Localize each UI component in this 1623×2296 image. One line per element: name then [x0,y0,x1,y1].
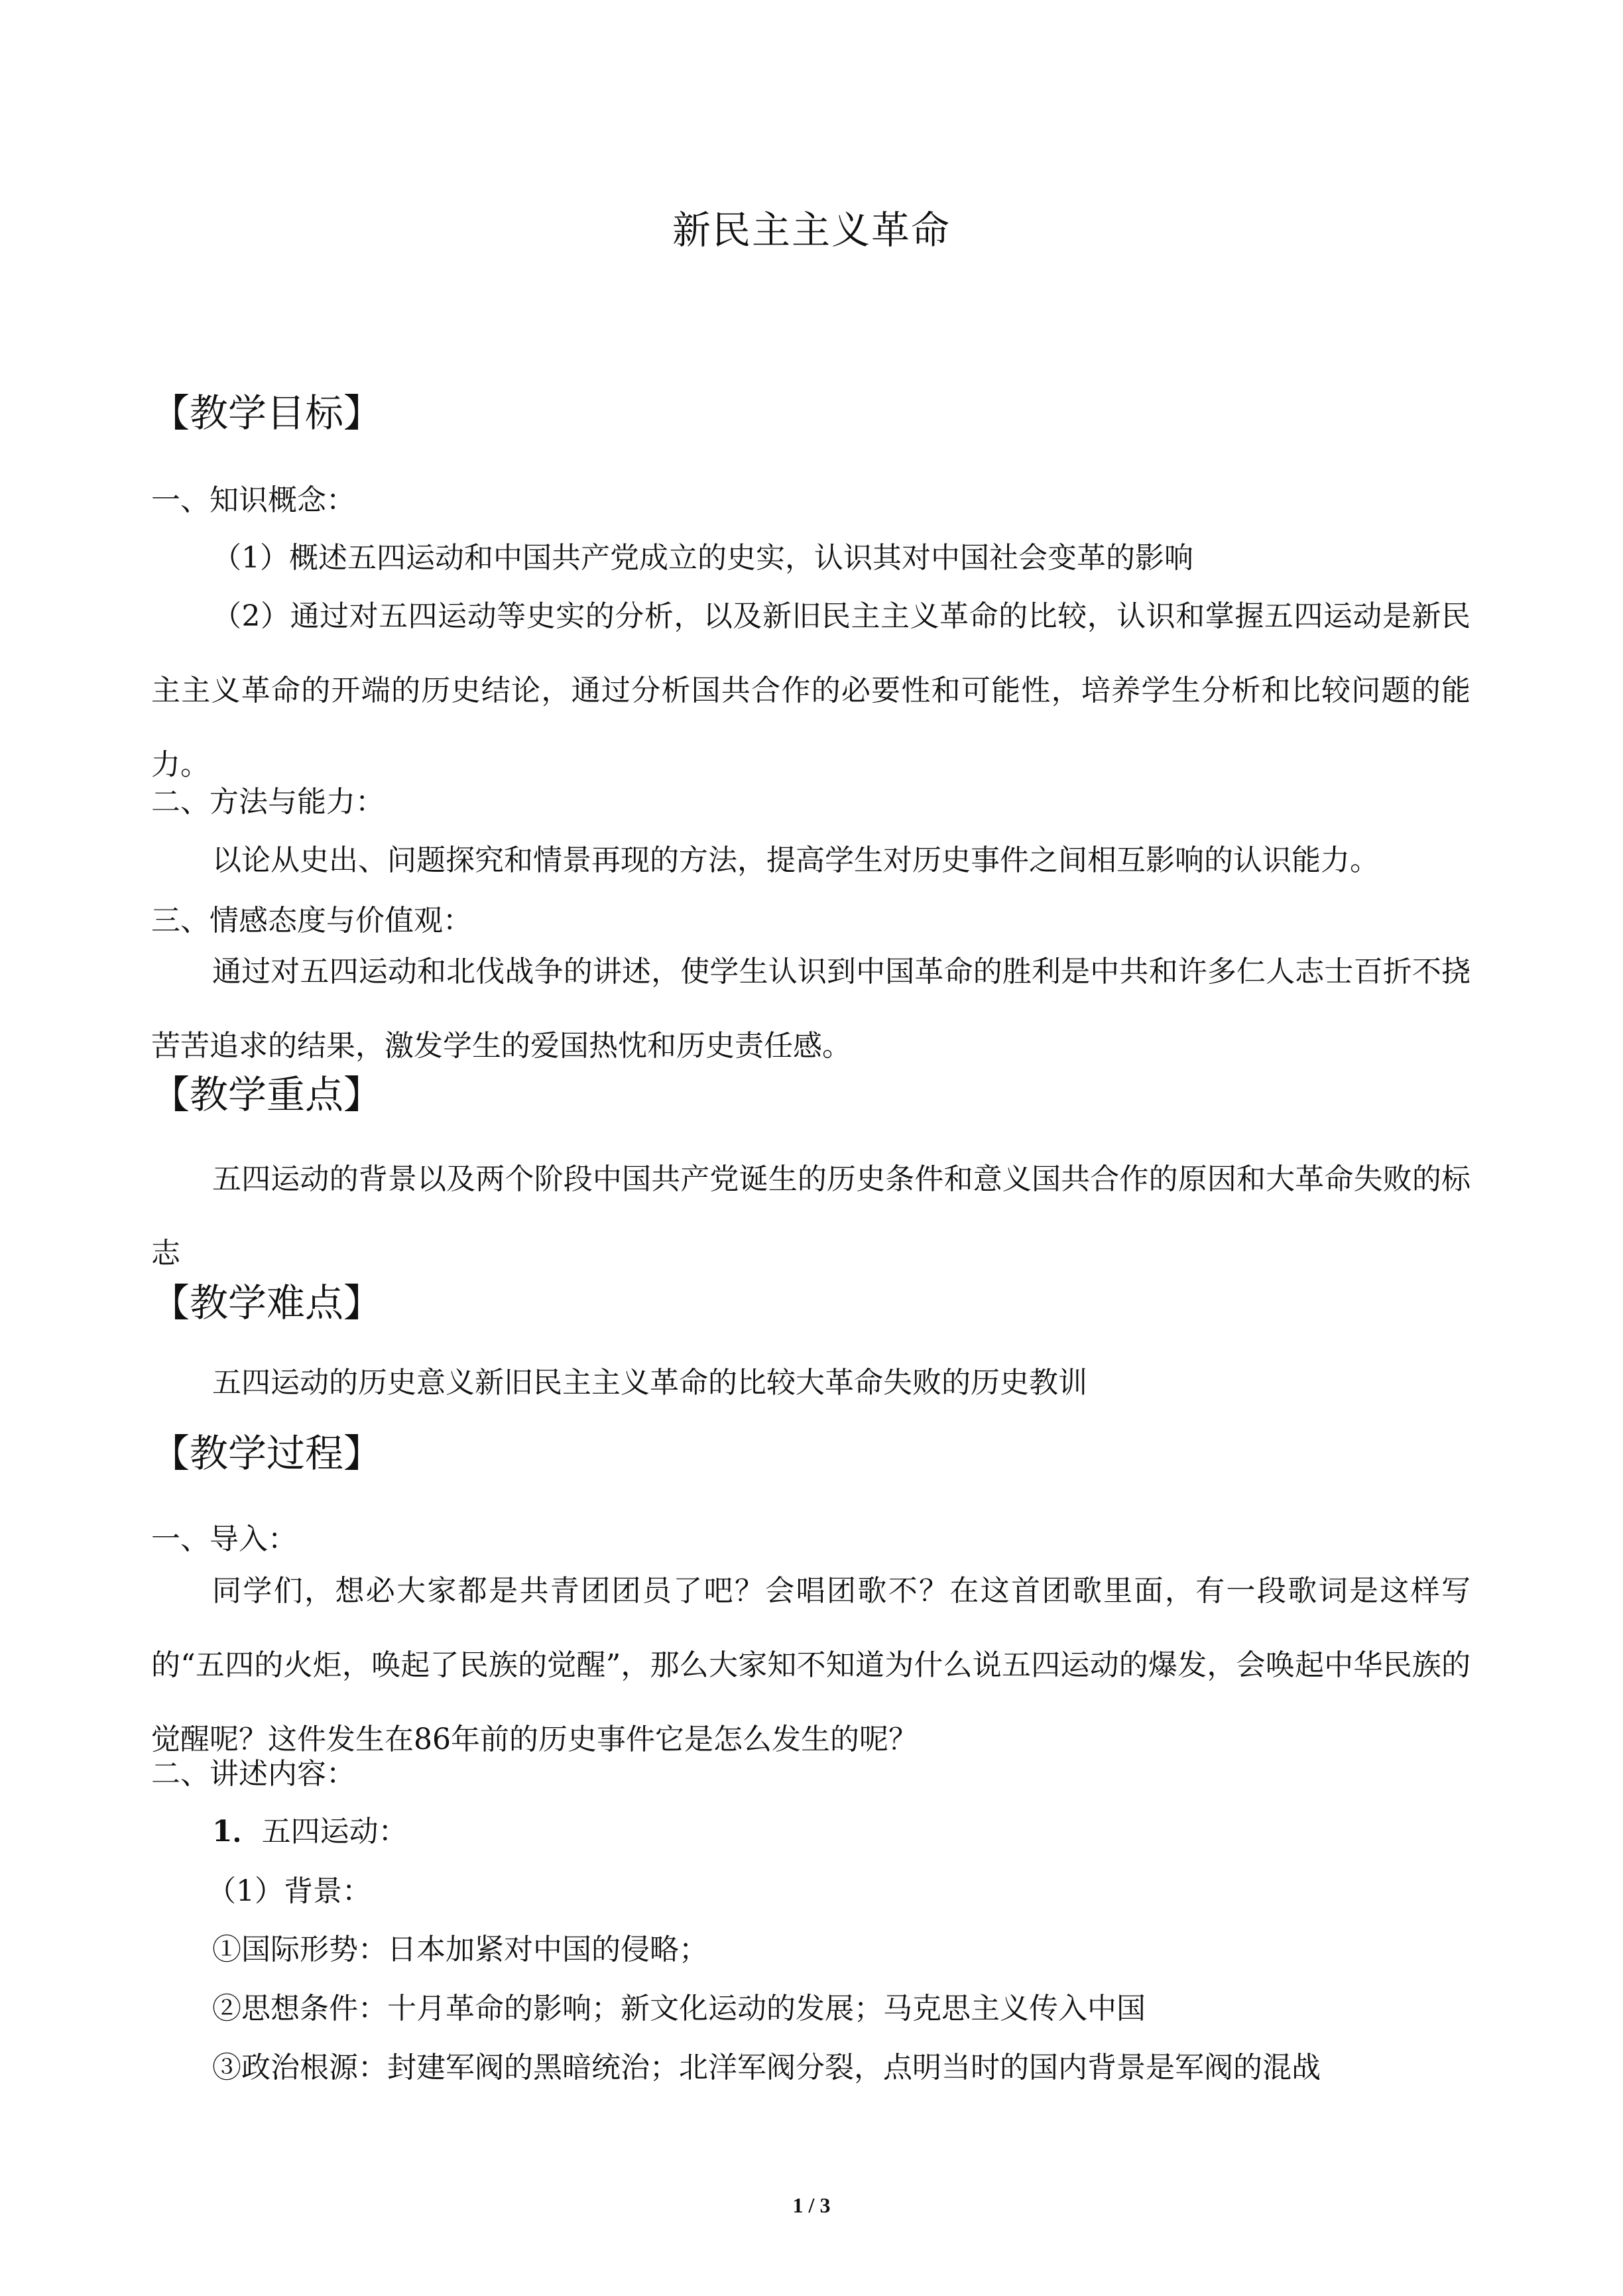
knowledge-heading: 一、知识概念： [151,483,355,517]
method-text: 以论从史出、问题探究和情景再现的方法，提高学生对历史事件之间相互影响的认识能力。 [212,843,1379,877]
bullet-political: ③政治根源：封建军阀的黑暗统治；北洋军阀分裂，点明当时的国内背景是军阀的混战 [212,2051,1321,2085]
content-heading: 二、讲述内容： [151,1757,355,1791]
bullet-ideological: ②思想条件：十月革命的影响；新文化运动的发展；马克思主义传入中国 [212,1992,1146,2025]
document-title: 新民主主义革命 [672,208,951,253]
section-header-process: 【教学过程】 [151,1431,383,1476]
intro-heading: 一、导入： [151,1522,297,1556]
section-header-difficulties: 【教学难点】 [151,1280,383,1325]
method-heading: 二、方法与能力： [151,785,385,819]
knowledge-item-1: （1）概述五四运动和中国共产党成立的史实，认识其对中国社会变革的影响 [212,541,1193,575]
intro-text: 同学们，想必大家都是共青团团员了吧？会唱团歌不？在这首团歌里面，有一段歌词是这样写的“五四的火炬，唤起了民族的觉醒”，那么大家知不知道为什么说五四运动的爆发，会唤起中华民族的觉醒呢？这件发生在86年前的历史事件它是怎么发生的呢？ [151,1574,1471,1756]
emotion-text: 通过对五四运动和北伐战争的讲述，使学生认识到中国革命的胜利是中共和许多仁人志士百折不挠苦苦追求的结果，激发学生的爱国热忱和历史责任感。 [151,955,1471,1063]
subsection-may-fourth [212,1817,408,1846]
knowledge-item-2: （2）通过对五四运动等史实的分析，以及新旧民主主义革命的比较，认识和掌握五四运动是新民主主义革命的开端的历史结论，通过分析国共合作的必要性和可能性，培养学生分析和比较问题的能力。 [151,599,1471,782]
page-number: 1 / 3 [792,2193,831,2217]
subsection-number: 1． [212,1815,262,1848]
key-points-text: 五四运动的背景以及两个阶段中国共产党诞生的历史条件和意义国共合作的原因和大革命失败的标志 [151,1162,1471,1270]
difficulties-text: 五四运动的历史意义新旧民主主义革命的比较大革命失败的历史教训 [212,1366,1087,1400]
bullet-international: ①国际形势：日本加紧对中国的侵略； [212,1933,708,1966]
subsection-label: 五四运动： [261,1815,408,1848]
section-header-key-points: 【教学重点】 [151,1072,383,1117]
background-label: （1）背景： [207,1874,371,1908]
section-header-objectives: 【教学目标】 [151,391,383,436]
emotion-heading: 三、情感态度与价值观： [151,904,472,937]
